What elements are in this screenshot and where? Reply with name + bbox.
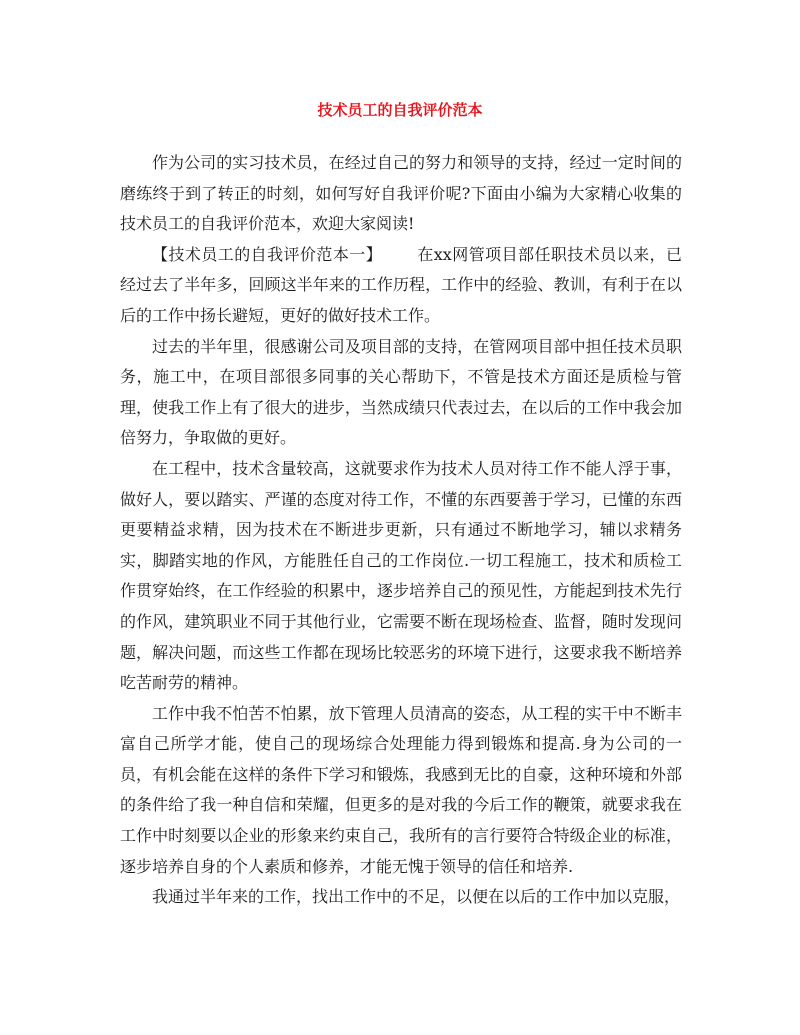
section-1-text: 在xx网管项目部任职技术员以来，已经过去了半年多，回顾这半年来的工作历程，工作中的经验、教训，有利于在以后的工作中扬长避短，更好的做好技术工作。 <box>120 244 682 325</box>
section-1-paragraph <box>120 240 682 332</box>
paragraph-5: 我通过半年来的工作，找出工作中的不足，以便在以后的工作中加以克服， <box>152 887 681 907</box>
intro-paragraph: 作为公司的实习技术员，在经过自己的努力和领导的支持，经过一定时间的磨练终于到了转正的时刻，如何写好自我评价呢?下面由小编为大家精心收集的技术员工的自我评价范本，欢迎大家阅读! <box>120 153 682 234</box>
paragraph-2: 过去的半年里，很感谢公司及项目部的支持，在管网项目部中担任技术员职务，施工中，在项目部很多同事的关心帮助下，不管是技术方面还是质检与管理，使我工作上有了很大的进步，当然成绩只代表过去，在以后的工作中我会加倍努力，争取做的更好。 <box>120 336 682 448</box>
document-body <box>120 148 682 913</box>
paragraph-4: 工作中我不怕苦不怕累，放下管理人员清高的姿态，从工程的实干中不断丰富自己所学才能，使自己的现场综合处理能力得到锻炼和提高.身为公司的一员，有机会能在这样的条件下学习和锻炼，我感到无比的自豪，这种环境和外部的条件给了我一种自信和荣耀，但更多的是对我的今后工作的鞭策，就要求我在工作中时刻要以企业的形象来约束自己，我所有的言行要符合特级企业的标准，逐步培养自身的个人素质和修养，才能无愧于领导的信任和培养. <box>120 703 682 876</box>
paragraph-3: 在工程中，技术含量较高，这就要求作为技术人员对待工作不能人浮于事，做好人，要以踏实、严谨的态度对待工作，不懂的东西要善于学习，已懂的东西更要精益求精，因为技术在不断进步更新，只有通过不断地学习，辅以求精务实，脚踏实地的作风，方能胜任自己的工作岗位.一切工程施工，技术和质检工作贯穿始终，在工作经验的积累中，逐步培养自己的预见性，方能起到技术先行的作风，建筑职业不同于其他行业，它需要不断在现场检查、监督，随时发现问题，解决问题，而这些工作都在现场比较恶劣的环境下进行，这要求我不断培养吃苦耐劳的精神。 <box>120 458 682 693</box>
document-title: 技术员工的自我评价范本 <box>317 101 483 119</box>
section-1-heading: 【技术员工的自我评价范本一】 <box>152 244 383 264</box>
